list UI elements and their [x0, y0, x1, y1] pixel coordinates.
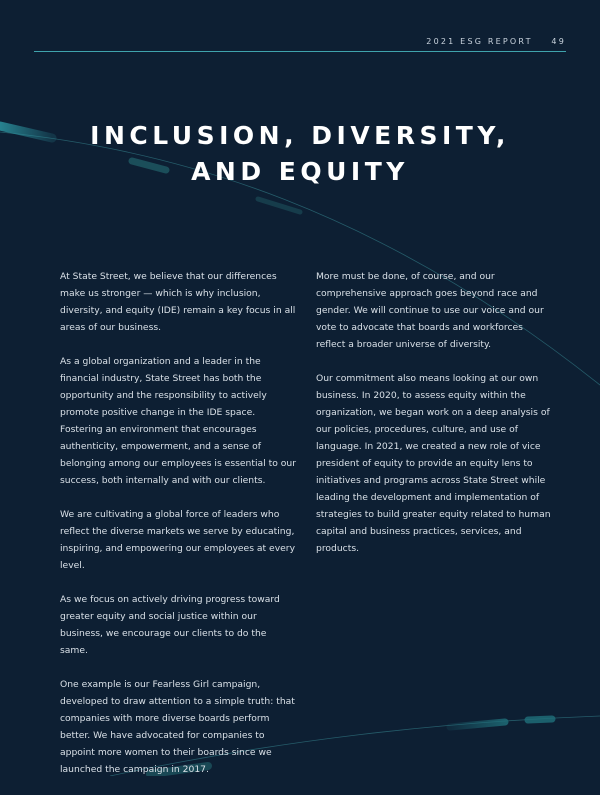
paragraph: As a global organization and a leader in the financial industry, State Street has both the opportunity and the responsibility to actively promote positive change in the IDE space. Fostering an environment that encourages authenticity, empowerment, and a sense of belonging among our employees is essential to our success, both internally and with our clients. [60, 356, 296, 486]
paragraph: As we focus on actively driving progress toward greater equity and social justice within our business, we encourage our clients to do the same. [60, 594, 280, 656]
report-label: 2021 ESG REPORT [426, 37, 533, 46]
right-column [316, 268, 554, 574]
header-divider [34, 51, 566, 52]
title-line-1: INCLUSION, DIVERSITY, [90, 121, 510, 150]
paragraph: At State Street, we believe that our differences make us stronger — which is why inclusion, diversity, and equity (IDE) remain a key focus in all areas of our business. [60, 271, 296, 333]
paragraph: One example is our Fearless Girl campaign, developed to draw attention to a simple truth: that companies with more diverse boards perform better. We have advocated for companies to appoint more women to their boards since we launched the campaign in 2017. [60, 679, 295, 775]
title-line-2: AND EQUITY [191, 157, 409, 186]
paragraph: More must be done, of course, and our comprehensive approach goes beyond race and gender. We will continue to use our voice and our vote to advocate that boards and workforces reflect a broader universe of diversity. [316, 271, 544, 350]
paragraph: Our commitment also means looking at our own business. In 2020, to assess equity within the organization, we began work on a deep analysis of our policies, procedures, culture, and use of language. In 2021, we created a new role of vice president of equity to provide an equity lens to initiatives and programs across State Street while leading the development and implementation of strategies to build greater equity related to human capital and business practices, services, and products. [316, 373, 551, 554]
page-title [0, 118, 600, 190]
report-header [426, 37, 566, 46]
page-number: 49 [551, 37, 566, 46]
left-column [60, 268, 296, 795]
paragraph: We are cultivating a global force of leaders who reflect the diverse markets we serve by educating, inspiring, and empowering our employees at every level. [60, 509, 296, 571]
